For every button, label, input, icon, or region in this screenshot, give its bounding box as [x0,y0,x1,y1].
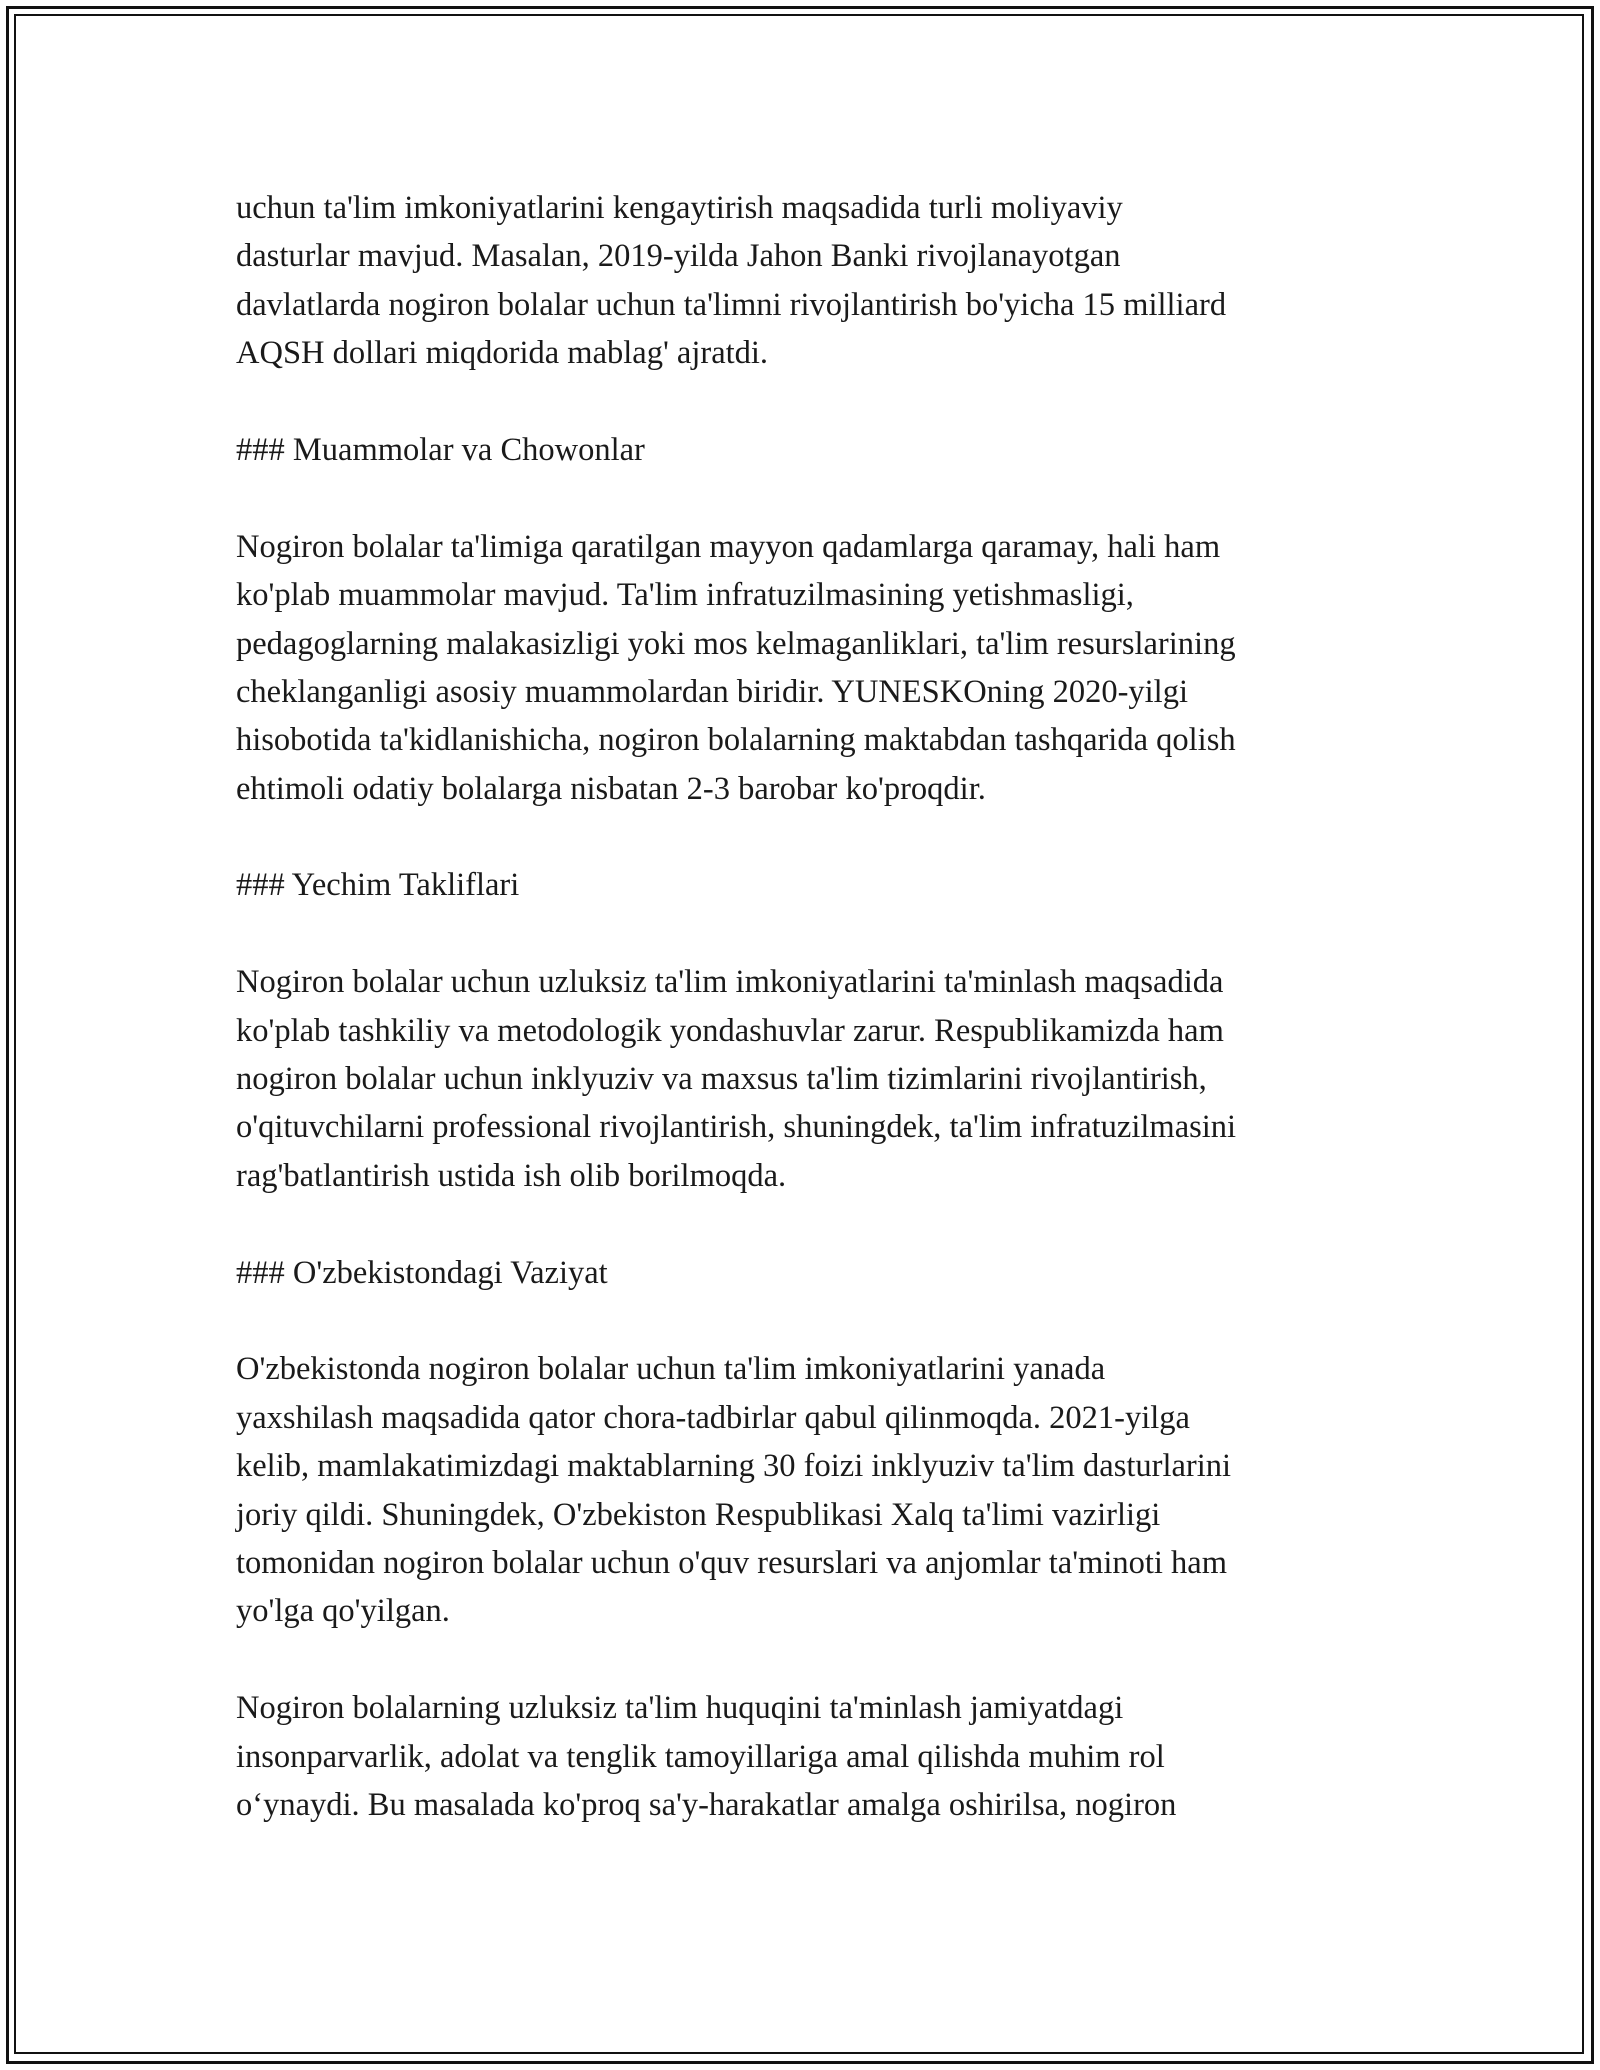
paragraph-spacer [236,378,1400,426]
text-line: cheklanganligi asosiy muammolardan biridir. YUNESKOning 2020-yilgi [236,673,1188,710]
text-line: yaxshilash maqsadida qator chora-tadbirlar qabul qilinmoqda. 2021-yilga [236,1399,1190,1436]
text-line: insonparvarlik, adolat va tenglik tamoyillariga amal qilishda muhim rol [236,1738,1165,1775]
text-line: O'zbekistonda nogiron bolalar uchun ta'lim imkoniyatlarini yanada [236,1351,1106,1388]
text-line: uchun ta'lim imkoniyatlarini kengaytirish maqsadida turli moliyaviy [236,190,1123,226]
paragraph-ozbekiston [236,1345,1400,1635]
document-body [236,184,1400,1829]
paragraph-muammolar [236,523,1400,813]
paragraph-spacer [236,910,1400,958]
text-line: joriy qildi. Shuningdek, O'zbekiston Respublikasi Xalq ta'limi vazirligi [236,1496,1161,1533]
heading-yechim [236,861,1400,909]
text-line: yo'lga qo'yilgan. [236,1593,450,1630]
paragraph-spacer [236,1636,1400,1684]
text-line: Nogiron bolalarning uzluksiz ta'lim huquqini ta'minlash jamiyatdagi [236,1690,1124,1727]
text-line: AQSH dollari miqdorida mablag' ajratdi. [236,335,769,372]
paragraph-spacer [236,813,1400,861]
heading-muammolar [236,426,1400,474]
text-line: dasturlar mavjud. Masalan, 2019-yilda Jahon Banki rivojlanayotgan [236,238,1121,275]
text-line: o‘ynaydi. Bu masalada ko'proq sa'y-harakatlar amalga oshirilsa, nogiron [236,1786,1177,1823]
text-line: Nogiron bolalar uchun uzluksiz ta'lim imkoniyatlarini ta'minlash maqsadida [236,964,1224,1001]
paragraph-funding [236,184,1400,378]
heading-ozbekiston [236,1249,1400,1297]
text-line: o'qituvchilarni professional rivojlantirish, shuningdek, ta'lim infratuzilmasini [236,1109,1237,1146]
section-heading: ### Yechim Takliflari [236,867,520,904]
text-line: tomonidan nogiron bolalar uchun o'quv resurslari va anjomlar ta'minoti ham [236,1544,1227,1581]
paragraph-spacer [236,1297,1400,1345]
text-line: nogiron bolalar uchun inklyuziv va maxsus ta'lim tizimlarini rivojlantirish, [236,1061,1207,1098]
text-line: ko'plab muammolar mavjud. Ta'lim infratuzilmasining yetishmasligi, [236,577,1134,614]
section-heading: ### O'zbekistondagi Vaziyat [236,1254,608,1291]
text-line: Nogiron bolalar ta'limiga qaratilgan mayyon qadamlarga qaramay, hali ham [236,528,1221,565]
paragraph-spacer [236,1200,1400,1248]
section-heading: ### Muammolar va Chowonlar [236,431,645,468]
text-line: rag'batlantirish ustida ish olib borilmoqda. [236,1157,787,1194]
text-line: kelib, mamlakatimizdagi maktablarning 30 foizi inklyuziv ta'lim dasturlarini [236,1448,1232,1485]
text-line: ko'plab tashkiliy va metodologik yondashuvlar zarur. Respublikamizda ham [236,1012,1224,1049]
paragraph-yechim [236,958,1400,1200]
paragraph-spacer [236,474,1400,522]
text-line: hisobotida ta'kidlanishicha, nogiron bolalarning maktabdan tashqarida qolish [236,722,1236,759]
text-line: ehtimoli odatiy bolalarga nisbatan 2-3 barobar ko'proqdir. [236,770,986,807]
paragraph-xulosa [236,1684,1400,1829]
text-line: davlatlarda nogiron bolalar uchun ta'limni rivojlantirish bo'yicha 15 milliard [236,286,1227,323]
text-line: pedagoglarning malakasizligi yoki mos kelmaganliklari, ta'lim resurslarining [236,625,1236,662]
